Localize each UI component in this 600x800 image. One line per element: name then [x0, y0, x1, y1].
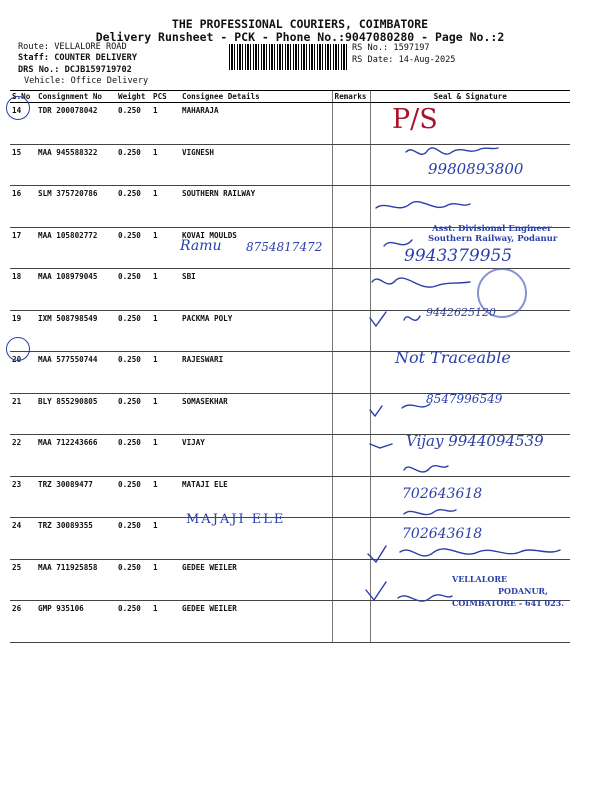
- cell-weight: 0.250: [116, 518, 151, 560]
- cell-remarks: [332, 559, 370, 601]
- table-row: [10, 310, 570, 352]
- cell-sno: 24: [10, 518, 36, 560]
- cell-pcs: 1: [151, 476, 180, 518]
- cell-consignee: KOVAI MOULDS: [180, 227, 332, 269]
- cell-seal: [370, 269, 570, 311]
- handwriting-phone-21: 8547996549: [426, 392, 503, 406]
- table-row: [10, 435, 570, 477]
- vellalore-stamp-line3: COIMBATORE - 641 023.: [452, 598, 564, 608]
- railway-stamp-line2: Southern Railway, Podanur: [428, 234, 558, 244]
- handwriting-phone-24: 702643618: [402, 526, 483, 542]
- cell-pcs: 1: [151, 186, 180, 228]
- cell-pcs: 1: [151, 393, 180, 435]
- vehicle-label: Vehicle: Office Delivery: [24, 76, 149, 86]
- cell-pcs: 1: [151, 518, 180, 560]
- handwriting-phone-19: 9442625120: [426, 306, 496, 319]
- cell-consignee: VIGNESH: [180, 144, 332, 186]
- cell-weight: 0.250: [116, 144, 151, 186]
- table-row: [10, 103, 570, 145]
- handwriting-name-24: MAJAJI ELE: [186, 512, 286, 527]
- cell-remarks: [332, 269, 370, 311]
- cell-remarks: [332, 476, 370, 518]
- cell-remarks: [332, 310, 370, 352]
- cell-consignment: IXM 508798549: [36, 310, 116, 352]
- sno-circle-14: [6, 96, 30, 120]
- cell-consignee: SBI: [180, 269, 332, 311]
- cell-consignment: MAA 108979045: [36, 269, 116, 311]
- cell-consignee: [180, 518, 332, 560]
- cell-seal: [370, 144, 570, 186]
- table-row: [10, 186, 570, 228]
- cell-sno: 20: [10, 352, 36, 394]
- cell-consignment: TDR 200078042: [36, 103, 116, 145]
- cell-consignee: PACKMA POLY: [180, 310, 332, 352]
- cell-weight: 0.250: [116, 103, 151, 145]
- cell-sno: 19: [10, 310, 36, 352]
- cell-seal: [370, 352, 570, 394]
- table-row: [10, 393, 570, 435]
- cell-weight: 0.250: [116, 186, 151, 228]
- rs-date: RS Date: 14-Aug-2025: [352, 55, 456, 65]
- cell-consignee: GEDEE WEILER: [180, 559, 332, 601]
- cell-consignment: TRZ 30089477: [36, 476, 116, 518]
- cell-weight: 0.250: [116, 559, 151, 601]
- cell-seal: [370, 227, 570, 269]
- barcode: [229, 44, 347, 70]
- cell-sno: 23: [10, 476, 36, 518]
- cell-seal: [370, 559, 570, 601]
- cell-pcs: 1: [151, 103, 180, 145]
- cell-remarks: [332, 518, 370, 560]
- cell-remarks: [332, 186, 370, 228]
- cell-consignment: MAA 105802772: [36, 227, 116, 269]
- cell-weight: 0.250: [116, 435, 151, 477]
- cell-weight: 0.250: [116, 310, 151, 352]
- handwriting-vijay: Vijay 9944094539: [406, 432, 544, 450]
- cell-weight: 0.250: [116, 352, 151, 394]
- col-consignment: Consignment No: [36, 91, 116, 103]
- cell-sno: 15: [10, 144, 36, 186]
- rs-number: RS No.: 1597197: [352, 43, 430, 53]
- handwriting-phone-17b: 9943379955: [404, 246, 513, 266]
- cell-consignee: SOUTHERN RAILWAY: [180, 186, 332, 228]
- cell-pcs: 1: [151, 352, 180, 394]
- cell-seal: [370, 518, 570, 560]
- cell-pcs: 1: [151, 310, 180, 352]
- cell-consignment: MAA 712243666: [36, 435, 116, 477]
- cell-consignment: MAA 577550744: [36, 352, 116, 394]
- cell-consignment: GMP 935106: [36, 601, 116, 643]
- table-row: [10, 227, 570, 269]
- cell-seal: [370, 435, 570, 477]
- cell-sno: 26: [10, 601, 36, 643]
- cell-consignee: MATAJI ELE: [180, 476, 332, 518]
- cell-pcs: 1: [151, 269, 180, 311]
- staff-label: Staff: COUNTER DELIVERY: [18, 53, 137, 63]
- cell-sno: 22: [10, 435, 36, 477]
- cell-consignee: RAJESWARI: [180, 352, 332, 394]
- table-row: [10, 559, 570, 601]
- route-label: Route: VELLALORE ROAD: [18, 42, 127, 52]
- cell-consignment: SLM 375720786: [36, 186, 116, 228]
- cell-weight: 0.250: [116, 269, 151, 311]
- cell-consignee: GEDEE WEILER: [180, 601, 332, 643]
- cell-consignee: MAHARAJA: [180, 103, 332, 145]
- company-title: THE PROFESSIONAL COURIERS, COIMBATORE: [171, 17, 429, 31]
- sno-circle-20: [6, 337, 30, 361]
- handwriting-phone-23: 702643618: [402, 486, 483, 502]
- cell-weight: 0.250: [116, 227, 151, 269]
- table-row: [10, 144, 570, 186]
- col-remarks: Remarks: [332, 91, 370, 103]
- cell-remarks: [332, 601, 370, 643]
- railway-stamp-line1: Asst. Divisional Engineer: [432, 224, 552, 234]
- col-sno: S.No: [10, 91, 36, 103]
- cell-consignee: VIJAY: [180, 435, 332, 477]
- handwriting-not-traceable: Not Traceable: [395, 348, 511, 367]
- table-row: [10, 601, 570, 643]
- cell-consignment: MAA 711925858: [36, 559, 116, 601]
- handwriting-phone-15: 9980893800: [428, 160, 524, 178]
- vellalore-stamp-line2: PODANUR,: [498, 586, 548, 596]
- cell-remarks: [332, 393, 370, 435]
- cell-remarks: [332, 103, 370, 145]
- col-consignee: Consignee Details: [180, 91, 332, 103]
- cell-pcs: 1: [151, 559, 180, 601]
- table-row: [10, 352, 570, 394]
- cell-consignment: TRZ 30089355: [36, 518, 116, 560]
- handwriting-phone-17: 8754817472: [246, 240, 323, 254]
- handwriting-name-17: Ramu: [180, 238, 222, 254]
- cell-consignment: BLY 855290805: [36, 393, 116, 435]
- cell-seal: [370, 310, 570, 352]
- cell-sno: 21: [10, 393, 36, 435]
- col-seal: Seal & Signature: [370, 91, 570, 103]
- cell-pcs: 1: [151, 227, 180, 269]
- cell-pcs: 1: [151, 435, 180, 477]
- cell-seal: [370, 186, 570, 228]
- table-row: [10, 518, 570, 560]
- cell-remarks: [332, 227, 370, 269]
- cell-weight: 0.250: [116, 393, 151, 435]
- cell-consignment: MAA 945588322: [36, 144, 116, 186]
- cell-weight: 0.250: [116, 476, 151, 518]
- drs-label: DRS No.: DCJB159719702: [18, 65, 132, 75]
- vellalore-stamp-line1: VELLALORE: [452, 574, 508, 584]
- cell-weight: 0.250: [116, 601, 151, 643]
- cell-sno: 14: [10, 103, 36, 145]
- runsheet-subtitle: Delivery Runsheet - PCK - Phone No.:9047080280 - Page No.:2: [95, 30, 505, 44]
- cell-remarks: [332, 435, 370, 477]
- cell-sno: 17: [10, 227, 36, 269]
- cell-consignee: SOMASEKHAR: [180, 393, 332, 435]
- cell-sno: 18: [10, 269, 36, 311]
- table-header: [10, 91, 570, 103]
- cell-seal: [370, 476, 570, 518]
- cell-sno: 16: [10, 186, 36, 228]
- cell-sno: 25: [10, 559, 36, 601]
- cell-pcs: 1: [151, 144, 180, 186]
- table-row: [10, 476, 570, 518]
- cell-seal: [370, 103, 570, 145]
- runsheet-table: [10, 90, 570, 643]
- cell-remarks: [332, 144, 370, 186]
- cell-seal: [370, 601, 570, 643]
- cell-pcs: 1: [151, 601, 180, 643]
- handwriting-ps: P/S: [392, 104, 438, 135]
- cell-seal: [370, 393, 570, 435]
- round-stamp: [477, 268, 527, 318]
- col-weight: Weight: [116, 91, 151, 103]
- col-pcs: PCS: [151, 91, 180, 103]
- cell-remarks: [332, 352, 370, 394]
